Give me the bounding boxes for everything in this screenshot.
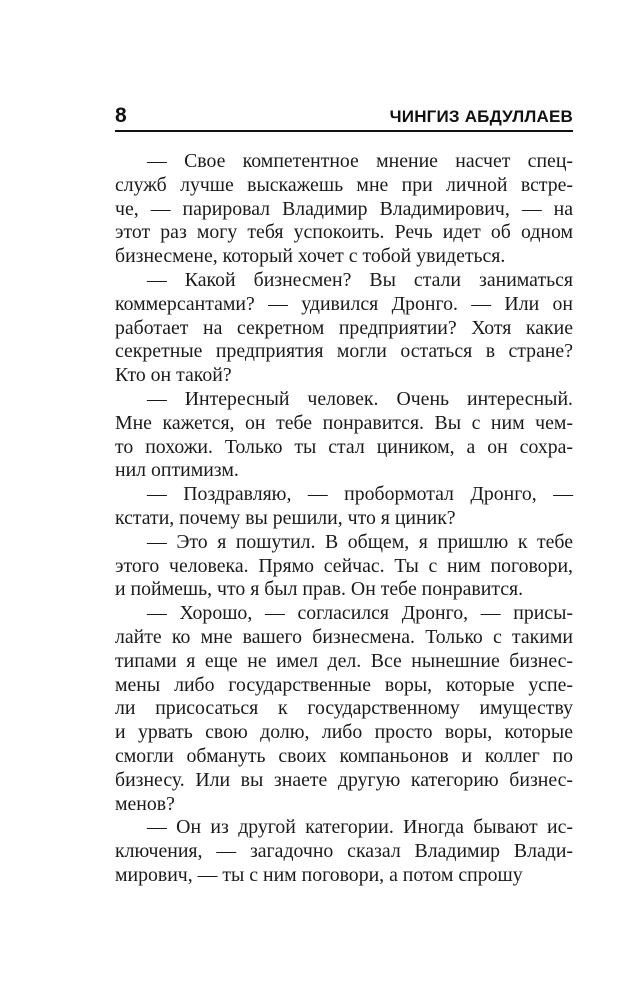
paragraph <box>115 602 573 816</box>
text-line: коммерсантами? — удивился Дронго. — Или он <box>115 292 573 315</box>
text-line: то похожи. Только ты стал циником, а он сохра- <box>115 435 573 458</box>
text-line: че, — парировал Владимир Владимирович, — на <box>115 197 573 220</box>
text-line: Кто он такой? <box>115 364 232 387</box>
paragraph <box>115 531 573 602</box>
paragraph <box>115 816 573 887</box>
text-line: Мне кажется, он тебе понравится. Вы с ним чем- <box>115 411 573 434</box>
text-line: — Интересный человек. Очень интересный. <box>147 387 573 410</box>
body-text <box>115 150 573 888</box>
paragraph <box>115 269 573 388</box>
paragraph <box>115 483 573 531</box>
text-line: смогли обмануть своих компаньонов и коллег по <box>115 744 573 767</box>
text-line: мены либо государственные воры, которые успе- <box>115 673 573 696</box>
text-line: ли присосаться к государственному имуществу <box>115 697 573 720</box>
text-line: — Какой бизнесмен? Вы стали заниматься <box>147 268 573 291</box>
text-line: нил оптимизм. <box>115 459 239 482</box>
text-line: бизнесу. Или вы знаете другую категорию бизнес- <box>115 768 573 791</box>
text-line: этот раз могу тебя успокоить. Речь идет об одном <box>115 221 573 244</box>
text-line: служб лучше выскажешь мне при личной встре- <box>115 173 573 196</box>
text-line: — Он из другой категории. Иногда бывают ис- <box>147 816 573 839</box>
text-line: и урвать свою долю, либо просто воры, которые <box>115 721 573 744</box>
text-line: мирович, — ты с ним поговори, а потом спрошу <box>115 863 523 886</box>
paragraph <box>115 388 573 483</box>
text-line: этого человека. Прямо сейчас. Ты с ним поговори, <box>115 554 573 577</box>
page-header <box>115 104 573 130</box>
text-line: бизнесмене, который хочет с тобой увидеться. <box>115 245 506 268</box>
paragraph <box>115 150 573 269</box>
text-line: кстати, почему вы решили, что я циник? <box>115 506 456 529</box>
text-line: — Поздравляю, — пробормотал Дронго, — <box>147 483 573 506</box>
text-line: работает на секретном предприятии? Хотя какие <box>115 316 573 339</box>
text-line: секретные предприятия могли остаться в стране? <box>115 340 573 363</box>
text-line: и поймешь, что я был прав. Он тебе понравится. <box>115 578 524 601</box>
text-line: — Свое компетентное мнение насчет спец- <box>147 150 573 172</box>
text-line: — Хорошо, — согласился Дронго, — присы- <box>147 602 573 625</box>
text-line: — Это я пошутил. В общем, я пришлю к тебе <box>147 530 573 553</box>
text-line: типами я еще не имел дел. Все нынешние бизнес- <box>115 649 573 672</box>
header-rule <box>115 130 573 132</box>
running-head-author: ЧИНГИЗ АБДУЛЛАЕВ <box>389 107 573 126</box>
text-line: лайте ко мне вашего бизнесмена. Только с такими <box>115 625 573 648</box>
text-line: менов? <box>115 792 175 815</box>
page-number: 8 <box>115 104 127 127</box>
text-line: ключения, — загадочно сказал Владимир Влади- <box>115 840 573 863</box>
